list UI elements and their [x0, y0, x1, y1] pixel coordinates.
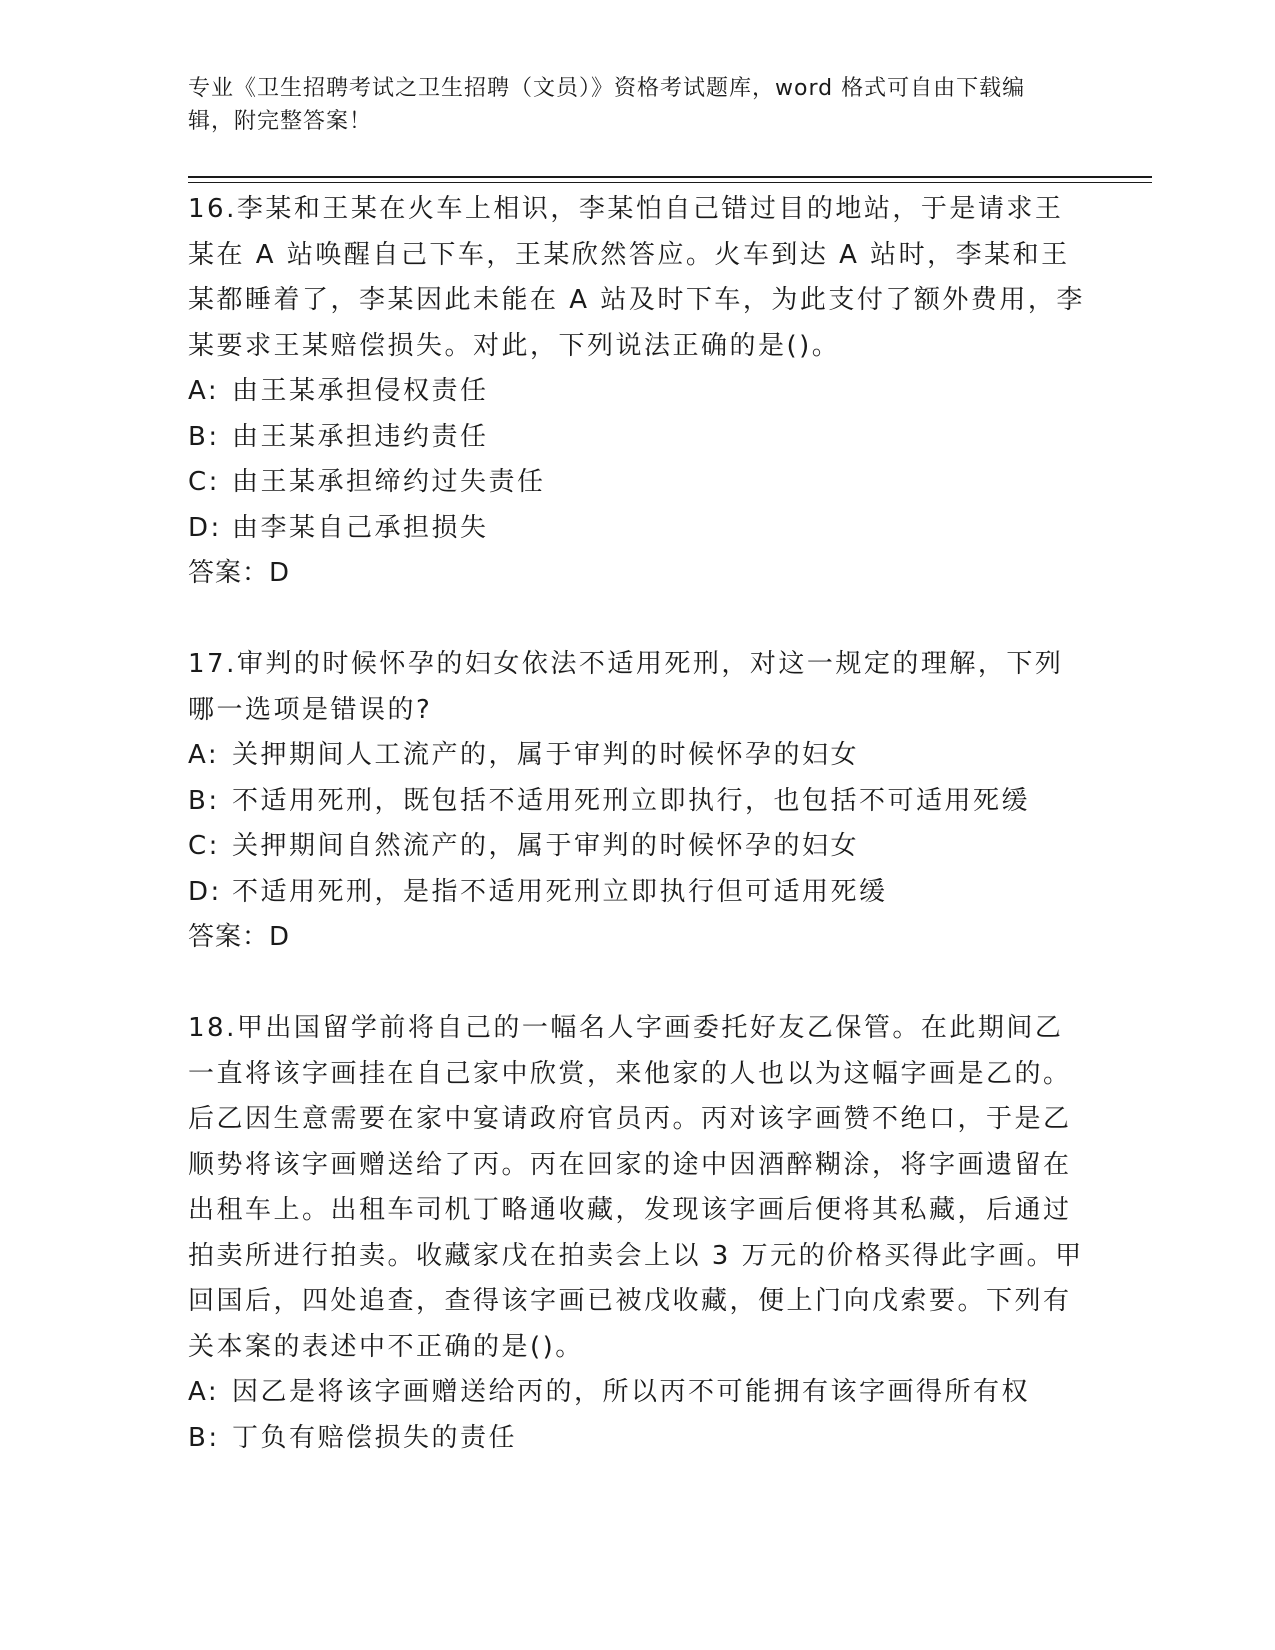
option-b	[188, 779, 1088, 825]
option-key: A:	[188, 740, 220, 770]
option-key: B:	[188, 421, 220, 452]
document-header: 专业《卫生招聘考试之卫生招聘（文员）》资格考试题库，word 格式可自由下载编辑，附完整答案！	[188, 76, 1026, 134]
option-text: 因乙是将该字画赠送给丙的，所以丙不可能拥有该字画得所有权	[232, 1377, 1031, 1407]
option-key: B:	[188, 1422, 220, 1453]
option-key: D:	[188, 512, 222, 543]
option-c	[188, 460, 1088, 506]
option-key: B:	[188, 785, 220, 816]
answer-line: 答案：D	[188, 558, 291, 588]
question-18	[188, 1006, 1088, 1461]
option-text: 不适用死刑，是指不适用死刑立即执行但可适用死缓	[232, 876, 888, 907]
option-a	[188, 369, 1088, 415]
question-stem: 16.李某和王某在火车上相识，李某怕自己错过目的地站，于是请求王某在 A 站唤醒自己下车，王某欣然答应。火车到达 A 站时，李某和王某都睡着了，李某因此未能在 A 站及时下车，为此支付了额外费用，李某要求王某赔偿损失。对此，下列说法正确的是()。	[188, 194, 1085, 361]
option-key: A:	[188, 1377, 220, 1407]
option-text: 由王某承担违约责任	[232, 421, 489, 452]
question-stem: 17.审判的时候怀孕的妇女依法不适用死刑，对这一规定的理解，下列哪一选项是错误的?	[188, 649, 1064, 725]
option-a	[188, 733, 1088, 779]
option-d	[188, 870, 1088, 916]
option-text: 不适用死刑，既包括不适用死刑立即执行，也包括不可适用死缓	[232, 785, 1031, 816]
option-text: 丁负有赔偿损失的责任	[232, 1422, 518, 1453]
option-text: 关押期间自然流产的，属于审判的时候怀孕的妇女	[232, 831, 860, 861]
option-text: 由王某承担缔约过失责任	[232, 467, 546, 497]
option-key: A:	[188, 376, 220, 406]
option-c	[188, 824, 1088, 870]
option-key: C:	[188, 467, 220, 497]
option-b	[188, 1416, 1088, 1462]
question-stem: 18.甲出国留学前将自己的一幅名人字画委托好友乙保管。在此期间乙一直将该字画挂在自己家中欣赏，来他家的人也以为这幅字画是乙的。后乙因生意需要在家中宴请政府官员丙。丙对该字画赞不绝口，于是乙顺势将该字画赠送给了丙。丙在回家的途中因酒醉糊涂，将字画遗留在出租车上。出租车司机丁略通收藏，发现该字画后便将其私藏，后通过拍卖所进行拍卖。收藏家戊在拍卖会上以 3 万元的价格买得此字画。甲回国后，四处追查，查得该字画已被戊收藏，便上门向戊索要。下列有关本案的表述中不正确的是()。	[188, 1013, 1084, 1362]
option-key: D:	[188, 876, 222, 907]
header-divider-thick	[188, 176, 1152, 178]
option-text: 由李某自己承担损失	[232, 512, 489, 543]
option-a	[188, 1370, 1088, 1416]
question-16	[188, 187, 1088, 597]
header-divider-thin	[188, 182, 1152, 183]
answer-line: 答案：D	[188, 922, 291, 952]
option-b	[188, 415, 1088, 461]
option-d	[188, 506, 1088, 552]
option-text: 关押期间人工流产的，属于审判的时候怀孕的妇女	[232, 740, 860, 770]
question-17	[188, 642, 1088, 961]
option-text: 由王某承担侵权责任	[232, 376, 489, 406]
option-key: C:	[188, 831, 220, 861]
